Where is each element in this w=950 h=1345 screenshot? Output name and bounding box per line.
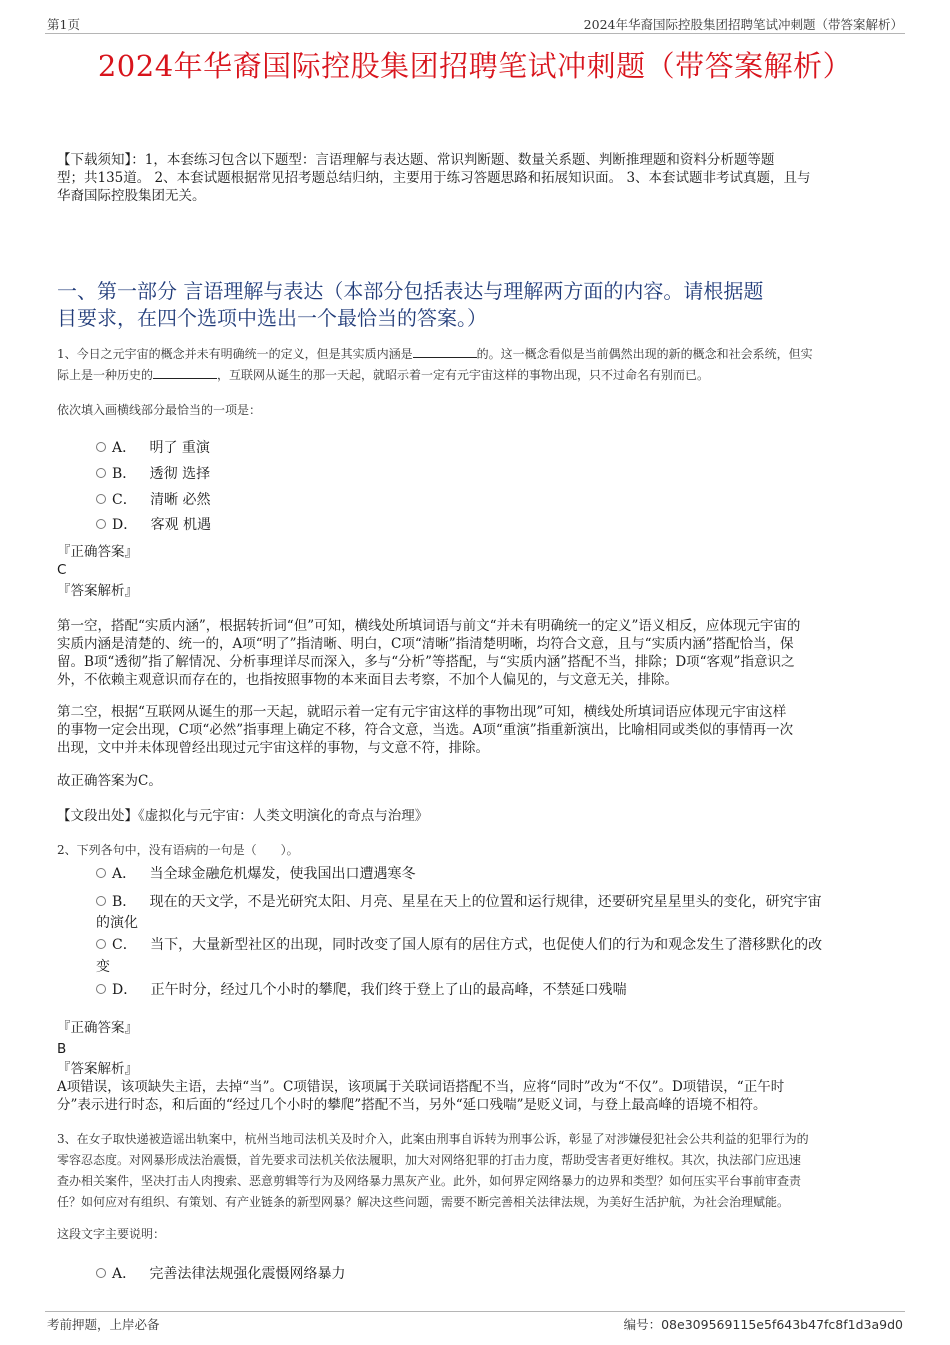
option-letter: A． — [112, 440, 137, 456]
q1-answer: C — [57, 562, 67, 578]
analysis-line: 出现，文中并未体现曾经出现过元宇宙这样的事物，与文意不符，排除。 — [57, 740, 489, 756]
q1-analysis-label: 『答案解析』 — [57, 583, 138, 599]
q3-stem — [57, 1129, 907, 1213]
q1-analysis-p2 — [57, 703, 887, 757]
q1-option-c[interactable] — [96, 489, 211, 509]
q2-answer: B — [57, 1041, 67, 1057]
analysis-line: 的事物一定会出现，C项“必然”指事理上确定不移，符合文意，当选。A项“重演”指重新演出，比喻相同或类似的事情再一次 — [57, 722, 794, 738]
footer-slogan: 考前押题，上岸必备 — [47, 1317, 160, 1332]
q1-conclusion: 故正确答案为C。 — [57, 773, 162, 789]
notice-line: 型；共135道。 2、本套试题根据常见招考题总结归纳，主要用于练习答题思路和拓展知识面。 3、本套试题非考试真题，且与 — [57, 170, 811, 186]
notice-line: 【下载须知】：1，本套练习包含以下题型：言语理解与表达题、常识判断题、数量关系题、判断推理题和资料分析题等题 — [57, 152, 775, 168]
q1-option-b[interactable] — [96, 463, 210, 483]
q3-stem-line: 查办相关案件，坚决打击人肉搜索、恶意剪辑等行为及网络暴力黑灰产业。此外，如何界定网络暴力的边界和类型？如何压实平台事前审查责 — [57, 1174, 802, 1188]
radio-icon[interactable] — [96, 939, 106, 949]
section-heading-line: 目要求，在四个选项中选出一个最恰当的答案。） — [57, 306, 487, 330]
q1-stem-text: 1、今日之元宇宙的概念并未有明确统一的定义，但是其实质内涵是 — [57, 347, 413, 361]
q2-option-b[interactable] — [96, 891, 822, 911]
notice-line: 华裔国际控股集团无关。 — [57, 188, 206, 204]
page-title: 2024年华裔国际控股集团招聘笔试冲刺题（带答案解析） — [97, 49, 853, 83]
footer-divider — [45, 1311, 905, 1312]
analysis-line: 第二空，根据“互联网从诞生的那一天起，就昭示着一定有元宇宙这样的事物出现”可知，横线处所填词语应体现元宇宙这样 — [57, 704, 787, 720]
footer-code-label: 编号： — [623, 1317, 662, 1332]
q1-blank-2 — [153, 366, 217, 379]
q2-analysis — [57, 1078, 887, 1114]
q2-option-a[interactable] — [96, 863, 415, 883]
analysis-line: A项错误，该项缺失主语，去掉“当”。C项错误，该项属于关联词语搭配不当，应将“同时”改为“不仅”。D项错误，“正午时 — [57, 1079, 785, 1095]
analysis-line: 实质内涵是清楚的、统一的，A项“明了”指清晰、明白，C项“清晰”指清楚明晰，均符合文意，且与“实质内涵”搭配恰当，保 — [57, 636, 794, 652]
option-letter: B． — [112, 894, 137, 910]
q1-analysis-p1 — [57, 617, 887, 689]
header-doc-title: 2024年华裔国际控股集团招聘笔试冲刺题（带答案解析） — [583, 17, 903, 32]
q1-option-a[interactable] — [96, 437, 210, 457]
q2-option-c-cont: 变 — [96, 959, 110, 975]
q2-option-d[interactable] — [96, 979, 627, 999]
q2-option-b-cont: 的演化 — [96, 915, 138, 931]
radio-icon[interactable] — [96, 896, 106, 906]
option-letter: C． — [112, 937, 137, 953]
q3-stem-line: 3、在女子取快递被造谣出轨案中，杭州当地司法机关及时介入，此案由刑事自诉转为刑事公诉，彰显了对涉嫌侵犯社会公共利益的犯罪行为的 — [57, 1132, 809, 1146]
header-divider — [45, 33, 905, 34]
analysis-line: 外，不依赖主观意识而存在的，也指按照事物的本来面目去考察，不加个人偏见的，与文意无关，排除。 — [57, 672, 678, 688]
option-text: 明了 重演 — [149, 440, 210, 456]
analysis-line: 第一空，搭配“实质内涵”，根据转折词“但”可知，横线处所填词语与前文“并未有明确统一的定义”语义相反，应体现元宇宙的 — [57, 618, 801, 634]
q2-stem: 2、下列各句中，没有语病的一句是（ ）。 — [57, 843, 299, 857]
q2-analysis-label: 『答案解析』 — [57, 1061, 138, 1077]
page-number: 第1页 — [47, 17, 80, 32]
q1-stem-text: 的。这一概念看似是当前偶然出现的新的概念和社会系统，但实 — [476, 347, 813, 361]
option-text: 现在的天文学，不是光研究太阳、月亮、星星在天上的位置和运行规律，还要研究星星里头的变化，研究宇宙 — [149, 894, 822, 910]
radio-icon[interactable] — [96, 468, 106, 478]
q3-stem-line: 零容忍态度。对网暴形成法治震慑，首先要求司法机关依法履职，加大对网络犯罪的打击力度，帮助受害者更好维权。其次，执法部门应迅速 — [57, 1153, 802, 1167]
option-text: 客观 机遇 — [150, 517, 212, 533]
option-text: 清晰 必然 — [150, 492, 211, 508]
radio-icon[interactable] — [96, 442, 106, 452]
analysis-line: 留。B项“透彻”指了解情况、分析事理详尽而深入，多与“分析”等搭配，与“实质内涵”搭配不当，排除；D项“客观”指意识之 — [57, 654, 795, 670]
download-notice — [57, 151, 907, 205]
option-letter: B． — [112, 466, 137, 482]
option-text: 正午时分，经过几个小时的攀爬，我们终于登上了山的最高峰，不禁延口残喘 — [150, 982, 627, 998]
option-text: 透彻 选择 — [149, 466, 211, 482]
footer-code-value: 08e309569115e5f643b47fc8f1d3a9d0 — [661, 1317, 903, 1332]
q3-option-a[interactable] — [96, 1263, 345, 1283]
option-letter: A． — [112, 866, 137, 882]
radio-icon[interactable] — [96, 868, 106, 878]
option-letter: A． — [112, 1266, 137, 1282]
option-letter: C． — [112, 492, 137, 508]
q1-stem — [57, 344, 907, 386]
radio-icon[interactable] — [96, 1268, 106, 1278]
q1-blank-1 — [413, 345, 477, 358]
option-text: 当下，大量新型社区的出现，同时改变了国人原有的居住方式，也促使人们的行为和观念发生了潜移默化的改 — [150, 937, 823, 953]
q3-stem-line: 任？如何应对有组织、有策划、有产业链条的新型网暴？解决这些问题，需要不断完善相关法律法规，为美好生活护航，为社会治理赋能。 — [57, 1195, 790, 1209]
q1-prompt: 依次填入画横线部分最恰当的一项是： — [57, 403, 262, 417]
radio-icon[interactable] — [96, 494, 106, 504]
q1-answer-label: 『正确答案』 — [57, 544, 138, 560]
q1-stem-text: 际上是一种历史的 — [57, 368, 154, 382]
section-heading-line: 一、第一部分 言语理解与表达（本部分包括表达与理解两方面的内容。请根据题 — [57, 279, 764, 303]
section-heading — [57, 278, 907, 332]
radio-icon[interactable] — [96, 519, 106, 529]
q2-answer-label: 『正确答案』 — [57, 1020, 138, 1036]
radio-icon[interactable] — [96, 984, 106, 994]
q3-prompt: 这段文字主要说明： — [57, 1227, 166, 1241]
option-text: 完善法律法规强化震慑网络暴力 — [149, 1266, 346, 1282]
q1-source: 【文段出处】《虚拟化与元宇宙：人类文明演化的奇点与治理》 — [57, 808, 429, 824]
q1-stem-text: ，互联网从诞生的那一天起，就昭示着一定有元宇宙这样的事物出现，只不过命名有别而已。 — [217, 368, 710, 382]
q2-option-c[interactable] — [96, 934, 822, 954]
option-letter: D． — [112, 517, 138, 533]
q1-option-d[interactable] — [96, 514, 211, 534]
footer-code — [624, 1315, 903, 1333]
analysis-line: 分”表示进行时态，和后面的“经过几个小时的攀爬”搭配不当，另外“延口残喘”是贬义词，与登上最高峰的语境不相符。 — [57, 1097, 767, 1113]
option-text: 当全球金融危机爆发，使我国出口遭遇寒冬 — [149, 866, 416, 882]
option-letter: D． — [112, 982, 138, 998]
